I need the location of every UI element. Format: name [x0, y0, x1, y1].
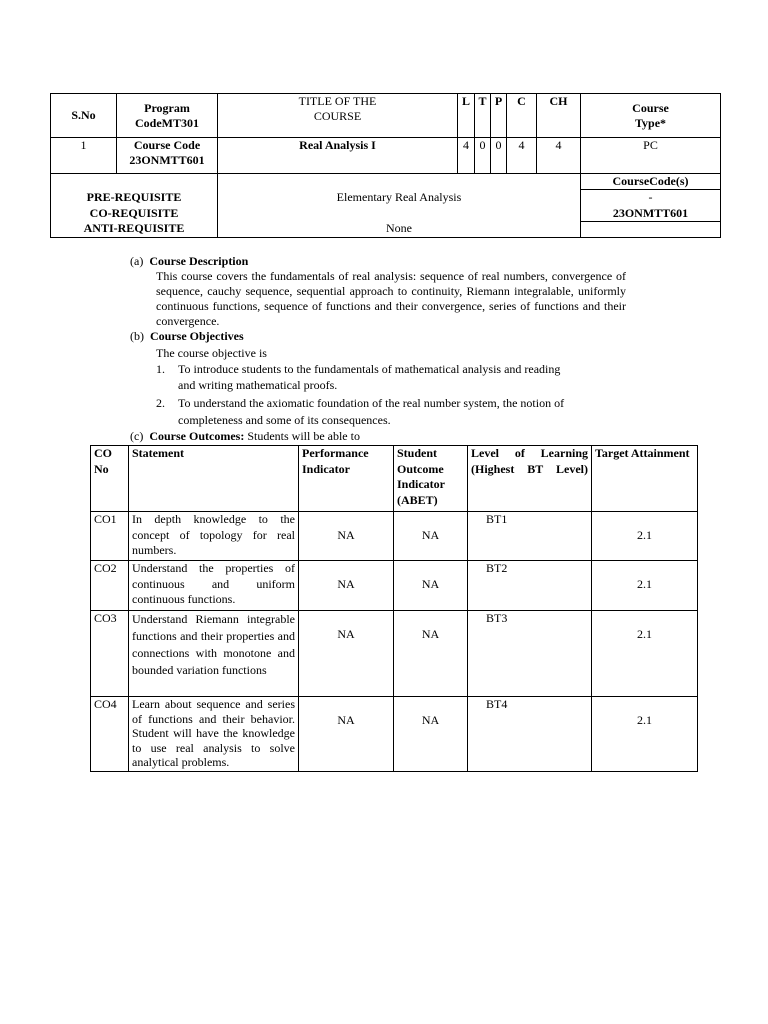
co-id: CO2 [91, 561, 129, 611]
pre-requisite-code: - [581, 190, 721, 206]
anti-requisite-value: None [218, 221, 581, 237]
pre-requisite-label: PRE-REQUISITE [51, 190, 218, 206]
table-row [91, 561, 698, 611]
course-description-heading [130, 254, 626, 269]
course-header-table [50, 93, 721, 238]
t-value: 0 [475, 138, 491, 174]
course-outcomes-heading [130, 429, 626, 444]
objective-2-number: 2. [156, 396, 165, 410]
co-statement: Understand Riemann integrable functions and their properties and connections with monotone and bounded variation functions [129, 611, 299, 697]
p-header: P [491, 94, 507, 138]
course-codes-label: CourseCode(s) [581, 174, 721, 190]
co-requisite-label: CO-REQUISITE [51, 206, 218, 222]
sno-header: S.No [51, 94, 117, 138]
objective-1-line-1: To introduce students to the fundamentals of mathematical analysis and reading [178, 362, 561, 376]
bt-level: BT2 [468, 561, 592, 611]
c-header: C [507, 94, 537, 138]
section-a-marker: (a) [130, 254, 144, 268]
target-attainment: 2.1 [592, 697, 698, 772]
objective-1-line-2: and writing mathematical proofs. [178, 378, 338, 392]
performance-indicator: NA [299, 697, 394, 772]
course-code-label: Course Code [133, 138, 201, 152]
section-c-marker: (c) [130, 429, 144, 443]
performance-indicator: NA [299, 561, 394, 611]
co-statement: In depth knowledge to the concept of topology for real numbers. [129, 512, 299, 561]
co-no-header: CO No [91, 446, 129, 512]
p-value: 0 [491, 138, 507, 174]
section-b-heading: Course Objectives [150, 329, 244, 343]
course-outcomes-table [90, 445, 698, 772]
student-outcome: NA [394, 561, 468, 611]
co-statement: Learn about sequence and series of functions and their behavior. Student will have the knowledge to use real analysis to solve analytical problems. [129, 697, 299, 772]
section-c-text: Students will be able to [247, 429, 360, 443]
program-code-header: Program CodeMT301 [117, 94, 218, 138]
bt-level: BT4 [468, 697, 592, 772]
co-id: CO4 [91, 697, 129, 772]
co-requisite-code: 23ONMTT601 [581, 206, 721, 222]
pre-requisite-value: Elementary Real Analysis [218, 190, 581, 206]
ch-value: 4 [537, 138, 581, 174]
bt-level: BT1 [468, 512, 592, 561]
anti-requisite-label: ANTI-REQUISITE [51, 221, 218, 237]
student-outcome-header: Student Outcome Indicator (ABET) [394, 446, 468, 512]
c-value: 4 [507, 138, 537, 174]
statement-header: Statement [129, 446, 299, 512]
co-id: CO3 [91, 611, 129, 697]
co-id: CO1 [91, 512, 129, 561]
objective-1-number: 1. [156, 362, 165, 376]
table-row [91, 697, 698, 772]
course-code-value: 23ONMTT601 [129, 153, 205, 167]
course-title: Real Analysis I [218, 138, 458, 174]
target-attainment: 2.1 [592, 561, 698, 611]
t-header: T [475, 94, 491, 138]
ch-header: CH [537, 94, 581, 138]
table-row [91, 512, 698, 561]
co-statement: Understand the properties of continuous and uniform continuous functions. [129, 561, 299, 611]
section-a-heading: Course Description [149, 254, 249, 268]
performance-indicator: NA [299, 512, 394, 561]
course-description-text: This course covers the fundamentals of real analysis: sequence of real numbers, convergence of sequence, cauchy sequence, sequential approach to continuity, Riemann integralable, uniformly continuous functions, sequence of functions and their convergence, series of functions and their convergence. [156, 269, 626, 328]
course-objectives-heading [130, 329, 626, 344]
bt-level: BT3 [468, 611, 592, 697]
title-header: TITLE OF THE COURSE [218, 94, 458, 138]
course-objectives-intro: The course objective is [156, 346, 267, 360]
section-b-marker: (b) [130, 329, 144, 343]
target-attainment: 2.1 [592, 611, 698, 697]
student-outcome: NA [394, 611, 468, 697]
target-attainment-header: Target Attainment [592, 446, 698, 512]
performance-indicator-header: Performance Indicator [299, 446, 394, 512]
table-row [91, 611, 698, 697]
course-type-header: Course Type* [581, 94, 721, 138]
section-c-heading: Course Outcomes: [149, 429, 245, 443]
student-outcome: NA [394, 512, 468, 561]
objective-2-line-2: completeness and some of its consequences. [178, 413, 391, 427]
course-type-value: PC [581, 138, 721, 174]
objective-2-line-1: To understand the axiomatic foundation of the real number system, the notion of [178, 396, 565, 410]
sno-value: 1 [51, 138, 117, 174]
l-header: L [458, 94, 475, 138]
level-of-learning-header: Level of Learning (Highest BT Level) [468, 446, 592, 512]
l-value: 4 [458, 138, 475, 174]
course-code-cell [117, 138, 218, 174]
student-outcome: NA [394, 697, 468, 772]
performance-indicator: NA [299, 611, 394, 697]
target-attainment: 2.1 [592, 512, 698, 561]
